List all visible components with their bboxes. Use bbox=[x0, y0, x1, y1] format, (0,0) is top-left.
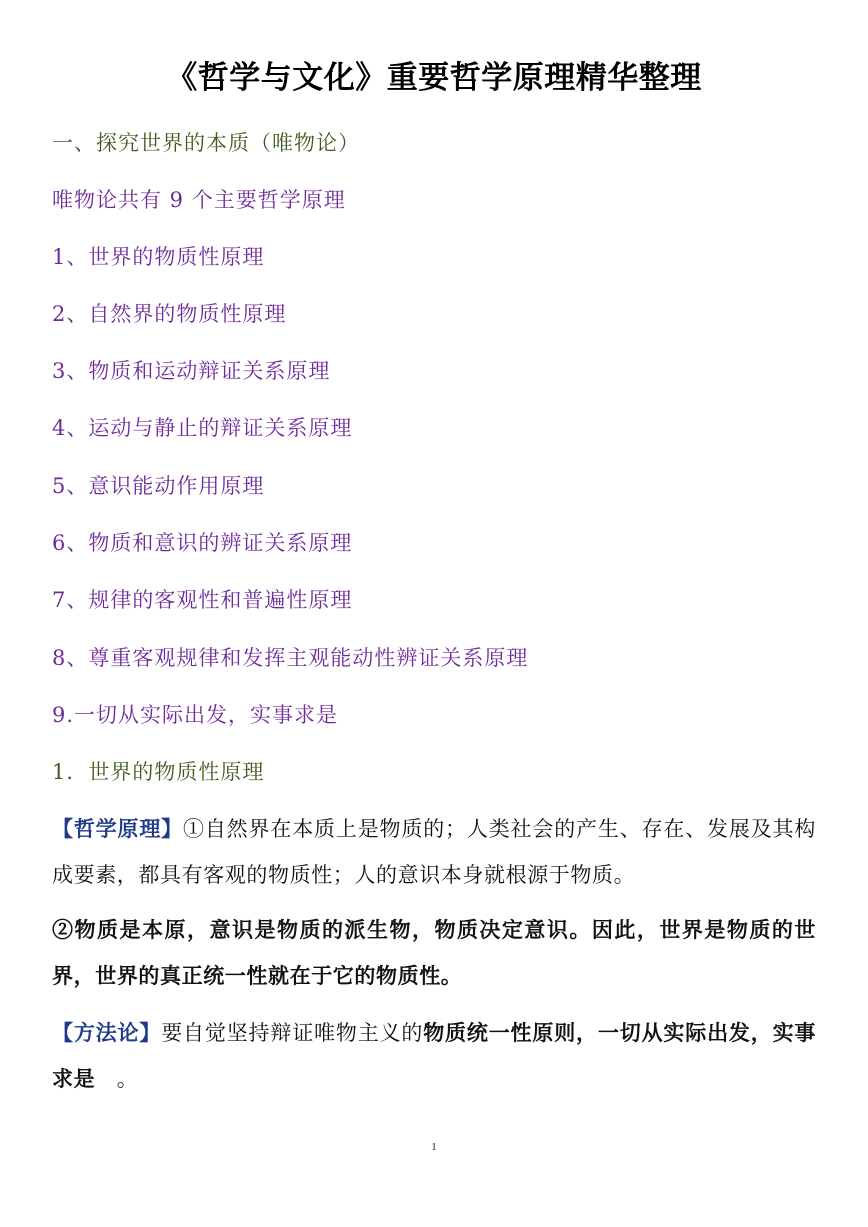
principle-item-3: 3、物质和运动辩证关系原理 bbox=[52, 359, 331, 383]
page-number: 1 bbox=[431, 1141, 437, 1153]
bold-paragraph: ②物质是本原，意识是物质的派生物，物质决定意识。因此，世界是物质的世界，世界的真正统一性就在于它的物质性。 bbox=[52, 917, 816, 988]
principle-item-8: 8、尊重客观规律和发挥主观能动性辨证关系原理 bbox=[52, 646, 529, 670]
principle-text: ①自然界在本质上是物质的；人类社会的产生、存在、发展及其构成要素，都具有客观的物质性；人的意识本身就根源于物质。 bbox=[52, 817, 816, 887]
subheading: 1．世界的物质性原理 bbox=[52, 760, 265, 784]
principle-item-9: 9.一切从实际出发，实事求是 bbox=[52, 703, 339, 727]
method-paragraph bbox=[52, 1010, 816, 1102]
method-text-end: 。 bbox=[95, 1067, 139, 1091]
principle-item-2: 2、自然界的物质性原理 bbox=[52, 302, 287, 326]
intro-line: 唯物论共有 9 个主要哲学原理 bbox=[52, 188, 346, 212]
section-heading: 一、探究世界的本质（唯物论） bbox=[52, 131, 360, 155]
principle-item-5: 5、意识能动作用原理 bbox=[52, 474, 265, 498]
method-text: 要自觉坚持辩证唯物主义的 bbox=[161, 1021, 424, 1045]
page-title: 《哲学与文化》重要哲学原理精华整理 bbox=[166, 60, 702, 96]
method-tag: 【方法论】 bbox=[52, 1020, 162, 1045]
principle-item-1: 1、世界的物质性原理 bbox=[52, 245, 265, 269]
principle-item-4: 4、运动与静止的辩证关系原理 bbox=[52, 416, 353, 440]
principle-item-7: 7、规律的客观性和普遍性原理 bbox=[52, 588, 353, 612]
principle-item-6: 6、物质和意识的辨证关系原理 bbox=[52, 531, 353, 555]
principle-paragraph bbox=[52, 806, 816, 898]
method-text-bold: 物质统一性原则，一切从实际出发，实事求是 bbox=[52, 1020, 817, 1091]
principle-tag: 【哲学原理】 bbox=[52, 816, 184, 841]
